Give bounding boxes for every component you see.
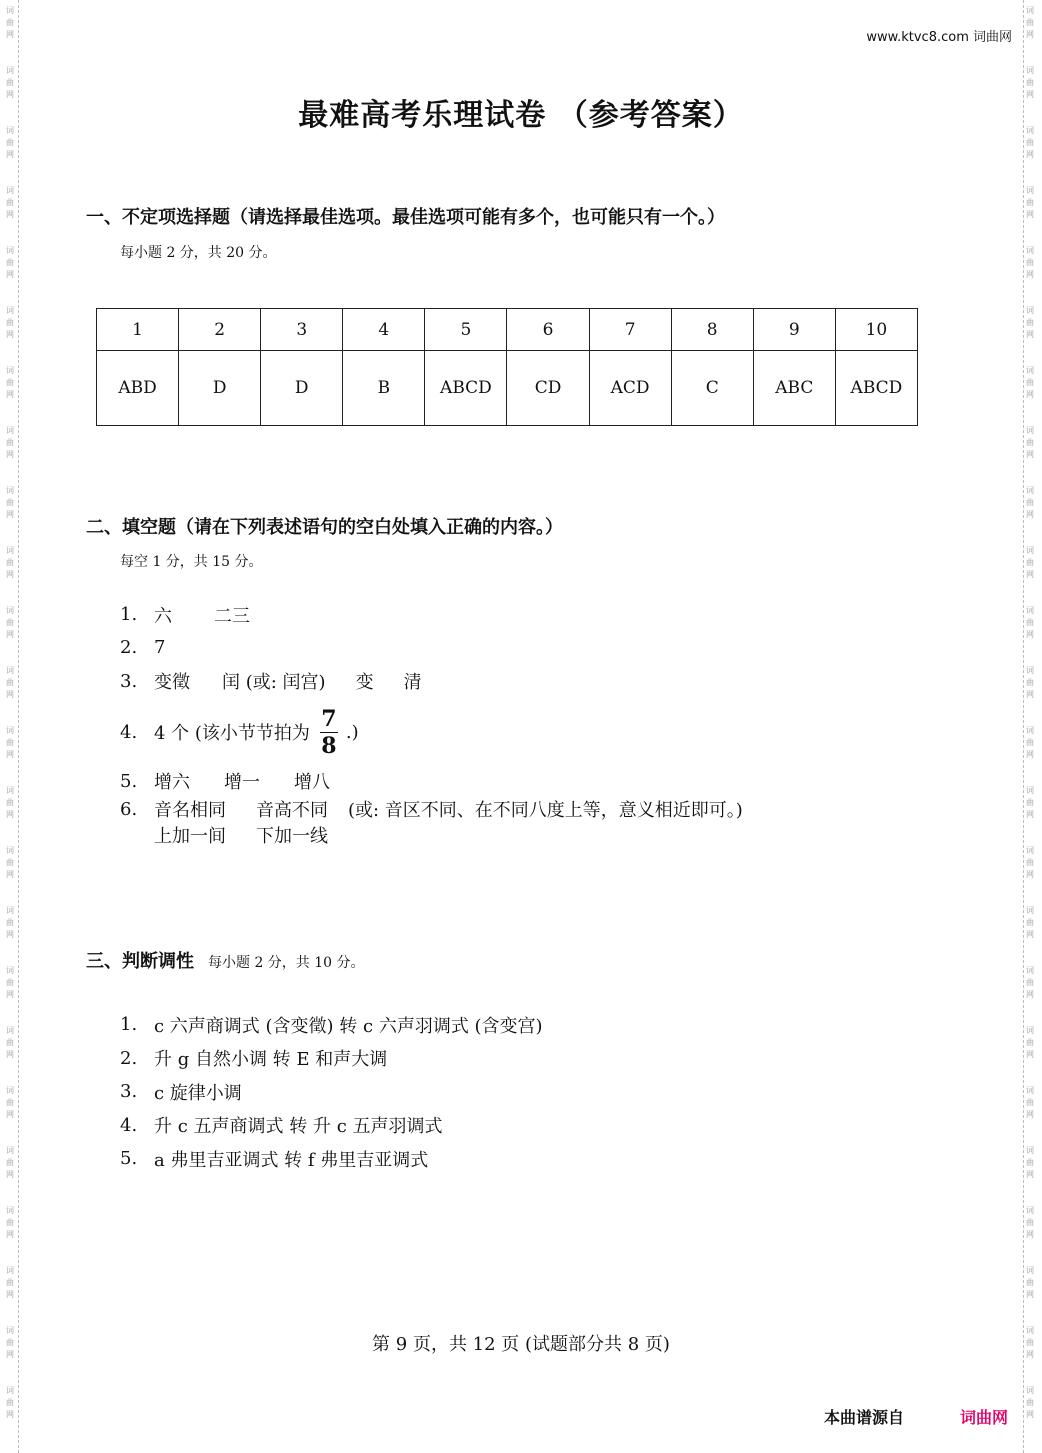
answer-cell: CD [507, 351, 589, 426]
watermark-glyph: 曲 [6, 1098, 14, 1107]
list-item: 5. 增六 增一 增八 [120, 770, 330, 793]
watermark-glyph: 曲 [6, 1338, 14, 1347]
watermark-glyph: 曲 [1026, 438, 1034, 447]
watermark-glyph: 曲 [1026, 78, 1034, 87]
question-number: 6 [507, 309, 589, 351]
watermark-glyph: 网 [6, 1050, 14, 1059]
watermark-glyph: 曲 [1026, 918, 1034, 927]
watermark-glyph: 网 [1026, 1350, 1034, 1359]
watermark-glyph: 网 [6, 1410, 14, 1419]
watermark-glyph: 词 [1026, 186, 1034, 195]
watermark-glyph: 词 [6, 426, 14, 435]
question-number: 4 [343, 309, 425, 351]
watermark-glyph: 曲 [6, 1038, 14, 1047]
list-item: 6. 音名相同 音高不同 (或: 音区不同、在不同八度上等，意义相近即可。) [120, 798, 743, 821]
time-signature-fraction: $\frac{7}{8}$ [321, 705, 337, 759]
watermark-glyph: 曲 [6, 1218, 14, 1227]
watermark-glyph: 词 [6, 1026, 14, 1035]
watermark-glyph: 网 [6, 270, 14, 279]
watermark-glyph: 曲 [6, 498, 14, 507]
watermark-glyph: 词 [6, 366, 14, 375]
answer-cell: ABC [753, 351, 835, 426]
watermark-glyph: 网 [1026, 210, 1034, 219]
watermark-glyph: 网 [1026, 30, 1034, 39]
watermark-glyph: 词 [1026, 1206, 1034, 1215]
watermark-glyph: 网 [1026, 630, 1034, 639]
watermark-glyph: 曲 [6, 378, 14, 387]
watermark-glyph: 词 [1026, 126, 1034, 135]
answer-cell: D [261, 351, 343, 426]
watermark-glyph: 词 [6, 1086, 14, 1095]
watermark-glyph: 曲 [1026, 138, 1034, 147]
section3-note: 每小题 2 分，共 10 分。 [208, 955, 365, 971]
watermark-glyph: 网 [6, 90, 14, 99]
watermark-glyph: 网 [6, 1110, 14, 1119]
watermark-glyph: 网 [6, 690, 14, 699]
watermark-glyph: 网 [6, 1350, 14, 1359]
watermark-glyph: 词 [1026, 1326, 1034, 1335]
list-item: 4. 升 c 五声商调式 转 升 c 五声羽调式 [120, 1114, 443, 1138]
list-item: 1. c 六声商调式 (含变徵) 转 c 六声羽调式 (含变宫) [120, 1014, 543, 1037]
watermark-glyph: 曲 [1026, 378, 1034, 387]
section3-heading: 三、判断调性 每小题 2 分，共 10 分。 [86, 951, 365, 972]
watermark-glyph: 曲 [1026, 978, 1034, 987]
watermark-glyph: 网 [6, 30, 14, 39]
watermark-glyph: 词 [1026, 1386, 1034, 1395]
list-item: 3. 变徵 闰 (或: 闰宫) 变 清 [120, 670, 422, 693]
watermark-glyph: 曲 [1026, 1218, 1034, 1227]
watermark-glyph: 曲 [6, 438, 14, 447]
watermark-glyph: 网 [1026, 570, 1034, 579]
watermark-glyph: 曲 [1026, 558, 1034, 567]
watermark-glyph: 曲 [6, 798, 14, 807]
watermark-glyph: 网 [6, 1230, 14, 1239]
watermark-glyph: 词 [1026, 666, 1034, 675]
watermark-glyph: 曲 [6, 138, 14, 147]
section1-heading: 一、不定项选择题（请选择最佳选项。最佳选项可能有多个，也可能只有一个。） [86, 207, 725, 228]
page-footer: 第 9 页，共 12 页 (试题部分共 8 页) [372, 1334, 670, 1355]
answer-cell: ABCD [835, 351, 917, 426]
watermark-glyph: 词 [6, 1266, 14, 1275]
watermark-glyph: 曲 [1026, 798, 1034, 807]
watermark-glyph: 网 [6, 990, 14, 999]
question-number: 8 [671, 309, 753, 351]
watermark-glyph: 词 [6, 1206, 14, 1215]
right-watermark-strip [1023, 0, 1038, 1453]
watermark-glyph: 词 [6, 966, 14, 975]
watermark-glyph: 网 [6, 630, 14, 639]
watermark-glyph: 曲 [6, 858, 14, 867]
question-number: 1 [97, 309, 179, 351]
watermark-glyph: 网 [1026, 690, 1034, 699]
question-number: 3 [261, 309, 343, 351]
watermark-glyph: 词 [6, 6, 14, 15]
list-item: 5. a 弗里吉亚调式 转 f 弗里吉亚调式 [120, 1148, 429, 1171]
watermark-glyph: 网 [1026, 930, 1034, 939]
watermark-glyph: 曲 [6, 678, 14, 687]
watermark-glyph: 词 [6, 1146, 14, 1155]
watermark-glyph: 曲 [1026, 1158, 1034, 1167]
watermark-glyph: 词 [6, 1326, 14, 1335]
watermark-glyph: 词 [6, 726, 14, 735]
watermark-glyph: 词 [6, 66, 14, 75]
watermark-glyph: 网 [1026, 90, 1034, 99]
watermark-glyph: 曲 [1026, 18, 1034, 27]
list-item: 2. 7 [120, 637, 166, 658]
watermark-glyph: 词 [1026, 546, 1034, 555]
watermark-glyph: 曲 [6, 198, 14, 207]
section2-heading: 二、填空题（请在下列表述语句的空白处填入正确的内容。） [86, 517, 563, 538]
watermark-glyph: 网 [1026, 1170, 1034, 1179]
source-brand-link[interactable]: 词曲网 [959, 1408, 1008, 1427]
watermark-glyph: 网 [6, 510, 14, 519]
watermark-glyph: 词 [1026, 906, 1034, 915]
watermark-glyph: 词 [6, 546, 14, 555]
watermark-glyph: 词 [1026, 6, 1034, 15]
watermark-glyph: 词 [1026, 366, 1034, 375]
question-number: 10 [835, 309, 917, 351]
watermark-glyph: 词 [6, 786, 14, 795]
watermark-glyph: 网 [1026, 1230, 1034, 1239]
watermark-glyph: 网 [6, 930, 14, 939]
watermark-glyph: 词 [6, 306, 14, 315]
watermark-glyph: 网 [6, 750, 14, 759]
watermark-glyph: 曲 [6, 558, 14, 567]
watermark-glyph: 曲 [1026, 858, 1034, 867]
list-item: 2. 升 g 自然小调 转 E 和声大调 [120, 1047, 388, 1071]
watermark-glyph: 网 [1026, 390, 1034, 399]
list-item: 3. c 旋律小调 [120, 1081, 242, 1104]
watermark-glyph: 曲 [6, 738, 14, 747]
list-item: 4. 4 个 (该小节节拍为 $\frac{7}{8}$ .) [120, 705, 359, 759]
watermark-glyph: 曲 [1026, 618, 1034, 627]
watermark-glyph: 曲 [6, 618, 14, 627]
watermark-glyph: 词 [1026, 1266, 1034, 1275]
watermark-glyph: 网 [6, 810, 14, 819]
watermark-glyph: 网 [6, 150, 14, 159]
watermark-glyph: 网 [6, 210, 14, 219]
watermark-glyph: 网 [6, 870, 14, 879]
watermark-glyph: 网 [1026, 1050, 1034, 1059]
answer-table [96, 308, 918, 426]
answer-cell: C [671, 351, 753, 426]
watermark-glyph: 曲 [6, 918, 14, 927]
watermark-glyph: 曲 [1026, 1398, 1034, 1407]
list-item-continuation: 上加一间 下加一线 [154, 826, 328, 847]
section2-note: 每空 1 分，共 15 分。 [120, 554, 263, 570]
watermark-glyph: 词 [1026, 306, 1034, 315]
watermark-glyph: 网 [1026, 330, 1034, 339]
question-number: 2 [179, 309, 261, 351]
watermark-glyph: 曲 [1026, 1338, 1034, 1347]
watermark-glyph: 网 [1026, 870, 1034, 879]
watermark-glyph: 词 [1026, 66, 1034, 75]
watermark-glyph: 网 [6, 570, 14, 579]
watermark-glyph: 网 [1026, 990, 1034, 999]
watermark-glyph: 曲 [1026, 1278, 1034, 1287]
watermark-glyph: 词 [6, 1386, 14, 1395]
watermark-glyph: 曲 [6, 1278, 14, 1287]
watermark-glyph: 曲 [1026, 258, 1034, 267]
watermark-glyph: 词 [1026, 246, 1034, 255]
watermark-glyph: 词 [6, 906, 14, 915]
key-judgement-list [120, 1008, 543, 1176]
answer-cell: B [343, 351, 425, 426]
question-number: 9 [753, 309, 835, 351]
question-number: 7 [589, 309, 671, 351]
watermark-glyph: 网 [1026, 750, 1034, 759]
answer-table-number-row [97, 309, 918, 351]
watermark-glyph: 词 [6, 246, 14, 255]
watermark-glyph: 曲 [1026, 738, 1034, 747]
watermark-glyph: 词 [1026, 726, 1034, 735]
watermark-glyph: 词 [1026, 486, 1034, 495]
watermark-glyph: 曲 [6, 258, 14, 267]
watermark-glyph: 词 [1026, 846, 1034, 855]
watermark-glyph: 词 [6, 486, 14, 495]
answer-cell: ACD [589, 351, 671, 426]
watermark-glyph: 网 [6, 1170, 14, 1179]
left-watermark-strip [4, 0, 19, 1453]
watermark-glyph: 网 [6, 390, 14, 399]
watermark-glyph: 网 [1026, 450, 1034, 459]
watermark-glyph: 网 [6, 330, 14, 339]
watermark-glyph: 词 [6, 846, 14, 855]
watermark-glyph: 曲 [6, 78, 14, 87]
question-number: 5 [425, 309, 507, 351]
watermark-glyph: 曲 [6, 18, 14, 27]
watermark-glyph: 网 [1026, 150, 1034, 159]
watermark-glyph: 网 [6, 1290, 14, 1299]
watermark-glyph: 曲 [6, 978, 14, 987]
watermark-glyph: 网 [1026, 270, 1034, 279]
section1-note: 每小题 2 分，共 20 分。 [120, 245, 277, 261]
watermark-glyph: 词 [1026, 1146, 1034, 1155]
watermark-glyph: 词 [6, 666, 14, 675]
answer-cell: ABD [97, 351, 179, 426]
answer-cell: D [179, 351, 261, 426]
source-label: 本曲谱源自 [823, 1408, 904, 1427]
watermark-glyph: 曲 [1026, 1038, 1034, 1047]
watermark-glyph: 曲 [1026, 498, 1034, 507]
watermark-glyph: 网 [1026, 1410, 1034, 1419]
answer-cell: ABCD [425, 351, 507, 426]
watermark-glyph: 词 [1026, 426, 1034, 435]
watermark-glyph: 曲 [6, 1158, 14, 1167]
watermark-glyph: 词 [1026, 1026, 1034, 1035]
watermark-glyph: 词 [6, 606, 14, 615]
watermark-glyph: 词 [1026, 966, 1034, 975]
watermark-glyph: 曲 [1026, 678, 1034, 687]
source-credit [824, 1405, 1008, 1428]
list-item: 1. 六 二三 [120, 604, 250, 627]
watermark-glyph: 网 [6, 450, 14, 459]
watermark-glyph: 词 [6, 186, 14, 195]
watermark-glyph: 曲 [1026, 1098, 1034, 1107]
answer-table-answer-row [97, 351, 918, 426]
watermark-glyph: 词 [1026, 1086, 1034, 1095]
watermark-glyph: 词 [1026, 606, 1034, 615]
watermark-glyph: 曲 [1026, 198, 1034, 207]
watermark-glyph: 曲 [6, 318, 14, 327]
site-header: www.ktvc8.com 词曲网 [866, 30, 1012, 45]
watermark-glyph: 曲 [6, 1398, 14, 1407]
watermark-glyph: 网 [1026, 1290, 1034, 1299]
fill-blank-list [120, 598, 743, 848]
watermark-glyph: 网 [1026, 810, 1034, 819]
page-title: 最难高考乐理试卷 （参考答案） [298, 98, 744, 133]
watermark-glyph: 词 [6, 126, 14, 135]
watermark-glyph: 网 [1026, 510, 1034, 519]
watermark-glyph: 曲 [1026, 318, 1034, 327]
watermark-glyph: 网 [1026, 1110, 1034, 1119]
watermark-glyph: 词 [1026, 786, 1034, 795]
